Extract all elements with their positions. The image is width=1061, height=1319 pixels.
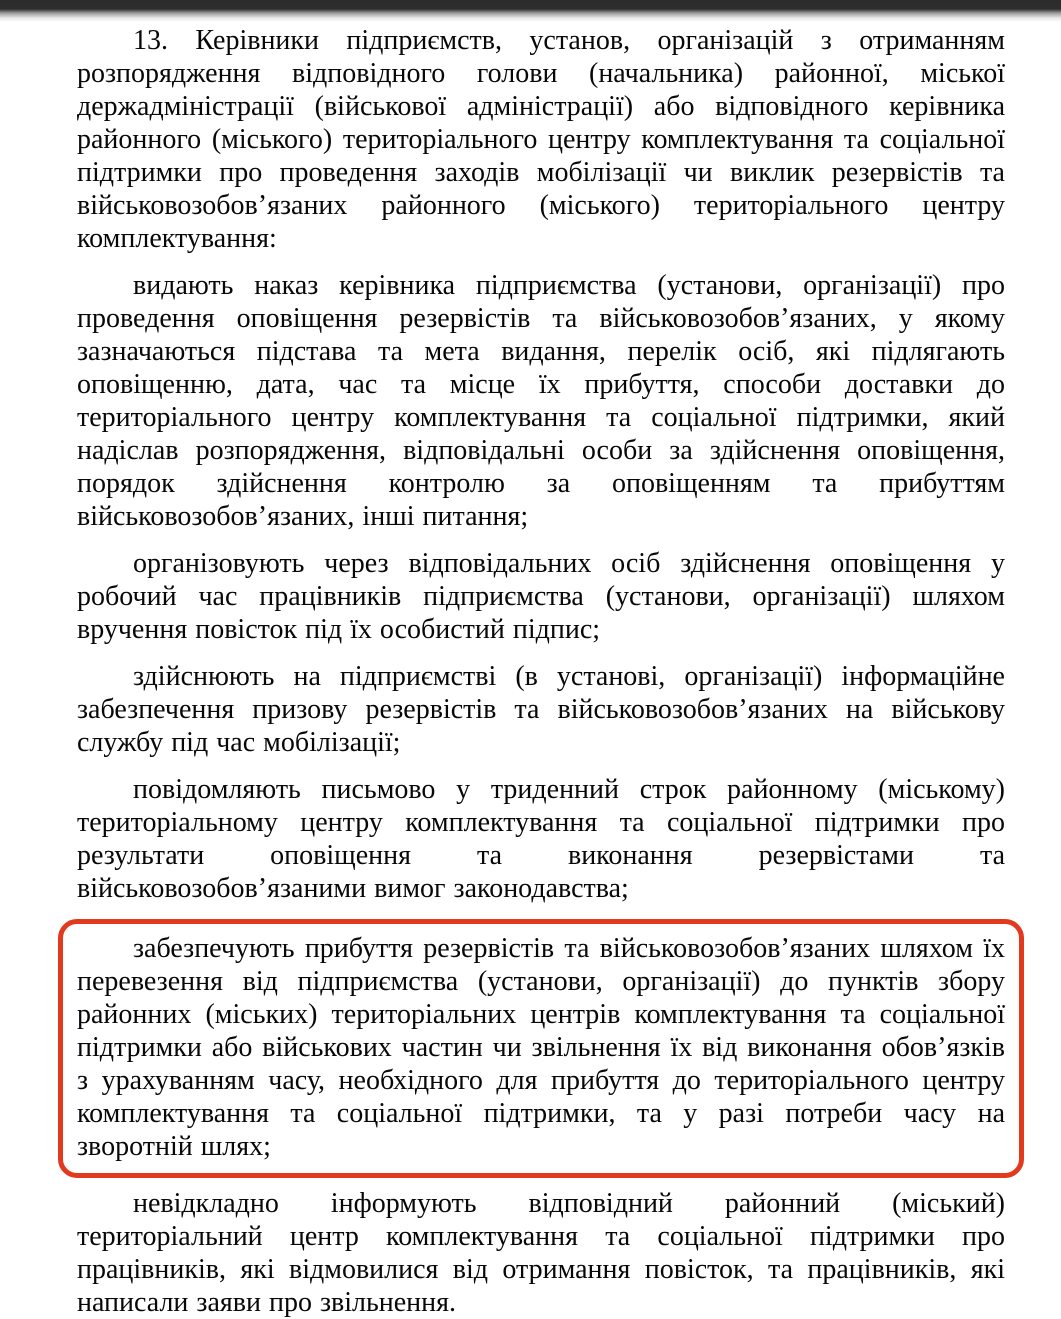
paragraph-inform-refusals: невідкладно інформують відповідний районний (міський) територіальний центр комплектування та соціальної підтримки про працівників, які відмовилися від отримання повісток, та працівників, які написали заяви про звільнення. <box>77 1188 1005 1318</box>
paragraph-report-results: повідомляють письмово у триденний строк районному (міському) територіальному центру комплектування та соціальної підтримки про результати оповіщення та виконання резервістами та військовозобов’язаними вимог законодавства; <box>77 774 1005 904</box>
document-page <box>0 22 1061 1319</box>
paragraph-issue-order: видають наказ керівника підприємства (установи, організації) про проведення оповіщення резервістів та військовозобов’язаних, у якому зазначаються підстава та мета видання, перелік осіб, які підлягають оповіщенню, дата, час та місце їх прибуття, способи доставки до територіального центру комплектування та соціальної підтримки, який надіслав розпорядження, відповідальні особи за здійснення оповіщення, порядок здійснення контролю за оповіщенням та прибуттям військовозобов’язаних, інші питання; <box>77 270 1005 532</box>
paragraph-organize-notification: організовують через відповідальних осіб здійснення оповіщення у робочий час працівників підприємства (установи, організації) шляхом вручення повісток під їх особистий підпис; <box>77 548 1005 645</box>
paragraph-information-support: здійснюють на підприємстві (в установі, організації) інформаційне забезпечення призову резервістів та військовозобов’язаних на військову службу під час мобілізації; <box>77 661 1005 758</box>
paragraph-13-intro: 13. Керівники підприємств, установ, організацій з отриманням розпорядження відповідного голови (начальника) районної, міської держадміністрації (військової адміністрації) або відповідного керівника районного (міського) територіального центру комплектування та соціальної підтримки про проведення заходів мобілізації чи виклик резервістів та військовозобов’язаних районного (міського) територіального центру комплектування: <box>77 25 1005 254</box>
paragraph-ensure-arrival-highlighted: забезпечують прибуття резервістів та військовозобов’язаних шляхом їх перевезення від підприємства (установи, організації) до пунктів збору районних (міських) територіальних центрів комплектування та соціальної підтримки або військових частин чи звільнення їх від виконання обов’язків з урахуванням часу, необхідного для прибуття до територіального центру комплектування та соціальної підтримки, та у разі потреби часу на зворотній шлях; <box>77 933 1005 1162</box>
scan-edge-bar <box>0 0 1061 22</box>
red-highlight-box <box>58 919 1024 1178</box>
